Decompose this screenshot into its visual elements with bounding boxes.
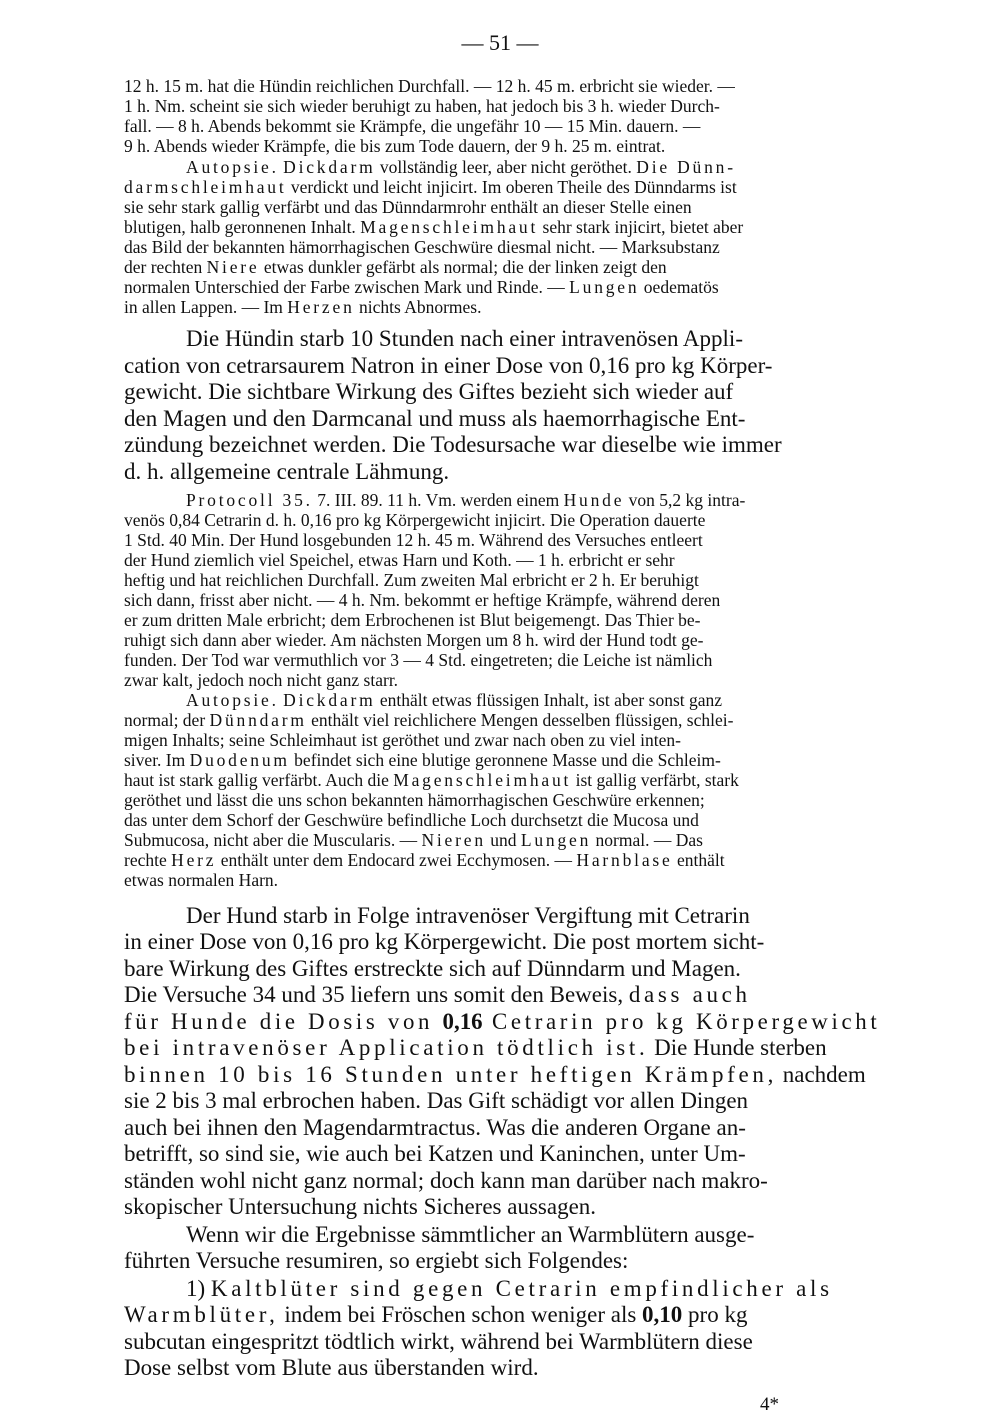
autopsy-label: Autopsie. — [186, 157, 279, 177]
text-line: in allen Lappen. — Im Herzen nichts Abnormes. — [124, 297, 482, 317]
organ-term: Magenschleimhaut — [360, 217, 539, 237]
text-line: blutigen, halb geronnenen Inhalt. Magenschleimhaut sehr stark injicirt, bietet aber — [124, 217, 744, 237]
autopsy-label: Autopsie. — [186, 690, 279, 710]
text-line: normal; der Dünndarm enthält viel reichlichere Mengen desselben flüssigen, schlei- — [124, 710, 734, 730]
organ-term: Die Dünn- — [636, 157, 736, 177]
protocol-label: Protocoll 35. — [186, 490, 313, 510]
text-line: Wenn wir die Ergebnisse sämmtlicher an Warmblütern ausge- — [186, 1222, 755, 1247]
text-line: den Magen und den Darmcanal und muss als haemorrhagische Ent- — [124, 406, 746, 431]
text-line: sie 2 bis 3 mal erbrochen haben. Das Gift schädigt vor allen Dingen — [124, 1088, 749, 1113]
text-line: in einer Dose von 0,16 pro kg Körpergewicht. Die post mortem sicht- — [124, 929, 765, 954]
organ-term: Duodenum — [189, 750, 290, 770]
emphasis-text: dass auch — [628, 982, 751, 1007]
text-line — [124, 1009, 881, 1035]
emphasis-text: bei intravenöser Application tödtlich ist. — [124, 1035, 649, 1060]
text-line: normalen Unterschied der Farbe zwischen Mark und Rinde. — Lungen oedematös — [124, 277, 719, 297]
emphasis-text: binnen 10 bis 16 Stunden unter heftigen Krämpfen, — [124, 1062, 777, 1087]
text-line: sich dann, frisst aber nicht. — 4 h. Nm. bekommt er heftige Krämpfe, während deren — [124, 590, 721, 610]
text-line: 1 Std. 40 Min. Der Hund losgebunden 12 h. 45 m. Während des Versuches entleert — [124, 530, 703, 550]
text-line: betrifft, so sind sie, wie auch bei Katzen und Kaninchen, unter Um- — [124, 1141, 746, 1166]
emphasis-text: Cetrarin pro kg Körpergewicht — [482, 1009, 881, 1034]
text-line: gewicht. Die sichtbare Wirkung des Giftes bezieht sich wieder auf — [124, 379, 734, 404]
text-line: venös 0,84 Cetrarin d. h. 0,16 pro kg Körpergewicht injicirt. Die Operation dauerte — [124, 510, 706, 530]
text-line: er zum dritten Male erbricht; dem Erbrochenen ist Blut beigemengt. Das Thier be- — [124, 610, 701, 630]
text-line: darmschleimhaut verdickt und leicht injicirt. Im oberen Theile des Dünndarms ist — [124, 177, 737, 197]
organ-term: Harnblase — [576, 850, 673, 870]
text-line: Protocoll 35. 7. III. 89. 11 h. Vm. werden einem Hunde von 5,2 kg intra- — [186, 490, 746, 510]
text-line: Dose selbst vom Blute aus überstanden wird. — [124, 1355, 539, 1380]
text-line: 1 h. Nm. scheint sie sich wieder beruhigt zu haben, hat jedoch bis 3 h. wieder Durch- — [124, 96, 720, 116]
text-line: Der Hund starb in Folge intravenöser Vergiftung mit Cetrarin — [186, 903, 750, 928]
text-line: 1) Kaltblüter sind gegen Cetrarin empfindlicher als — [186, 1276, 833, 1301]
text-line: Warmblüter, indem bei Fröschen schon weniger als 0,10 pro kg — [124, 1302, 748, 1327]
text-line: zwar kalt, jedoch noch nicht ganz starr. — [124, 670, 399, 690]
text-line: d. h. allgemeine centrale Lähmung. — [124, 459, 450, 484]
organ-term: Lungen — [520, 830, 592, 850]
emphasis-text: Kaltblüter sind gegen Cetrarin empfindlicher als — [210, 1276, 833, 1301]
organ-term: Dünndarm — [209, 710, 307, 730]
organ-term: Niere — [206, 257, 260, 277]
text-line: bare Wirkung des Giftes erstreckte sich auf Dünndarm und Magen. — [124, 956, 741, 981]
text-line: das Bild der bekannten hämorrhagischen Geschwüre diesmal nicht. — Marksubstanz — [124, 237, 720, 257]
text-line: führten Versuche resumiren, so ergiebt sich Folgendes: — [124, 1248, 629, 1273]
organ-term: Magenschleimhaut — [393, 770, 572, 790]
text-line: haut ist stark gallig verfärbt. Auch die Magenschleimhaut ist gallig verfärbt, stark — [124, 770, 739, 790]
dose-value: 0,10 — [642, 1302, 683, 1327]
organ-term: darmschleimhaut — [124, 177, 287, 197]
text-line: auch bei ihnen den Magendarmtractus. Was die anderen Organe an- — [124, 1115, 746, 1140]
organ-term: Hunde — [563, 490, 625, 510]
text-line: bei intravenöser Application tödtlich ist. Die Hunde sterben — [124, 1035, 827, 1060]
text-line: Autopsie. Dickdarm vollständig leer, aber nicht geröthet. Die Dünn- — [186, 157, 736, 177]
text-line: ständen wohl nicht ganz normal; doch kann man darüber nach makro- — [124, 1168, 768, 1193]
text-line: Die Versuche 34 und 35 liefern uns somit den Beweis, dass auch — [124, 982, 751, 1007]
text-line: das unter dem Schorf der Geschwüre befindliche Loch durchsetzt die Mucosa und — [124, 810, 699, 830]
text-line: funden. Der Tod war vermuthlich vor 3 — 4 Std. eingetreten; die Leiche ist nämlich — [124, 650, 713, 670]
text-line: cation von cetrarsaurem Natron in einer Dose von 0,16 pro kg Körper- — [124, 353, 773, 378]
text-line: rechte Herz enthält unter dem Endocard zwei Ecchymosen. — Harnblase enthält — [124, 850, 725, 870]
text-line: siver. Im Duodenum befindet sich eine blutige geronnene Masse und die Schleim- — [124, 750, 721, 770]
organ-term: Dickdarm — [283, 157, 376, 177]
organ-term: Nieren — [421, 830, 486, 850]
organ-term: Herz — [171, 850, 217, 870]
organ-term: Herzen — [287, 297, 355, 317]
dose-value: 0,16 — [442, 1009, 483, 1034]
text-line: Autopsie. Dickdarm enthält etwas flüssigen Inhalt, ist aber sonst ganz — [186, 690, 723, 710]
emphasis-text: für Hunde die Dosis von — [124, 1009, 443, 1034]
signature-mark: 4* — [760, 1394, 779, 1415]
text-line: 12 h. 15 m. hat die Hündin reichlichen Durchfall. — 12 h. 45 m. erbricht sie wieder. — — [124, 76, 735, 96]
text-line: der Hund ziemlich viel Speichel, etwas Harn und Koth. — 1 h. erbricht er sehr — [124, 550, 675, 570]
text-line: der rechten Niere etwas dunkler gefärbt als normal; die der linken zeigt den — [124, 257, 667, 277]
text-line: binnen 10 bis 16 Stunden unter heftigen Krämpfen, nachdem — [124, 1062, 866, 1087]
text-line: etwas normalen Harn. — [124, 870, 279, 890]
text-line: migen Inhalts; seine Schleimhaut ist geröthet und zwar nach oben zu viel inten- — [124, 730, 681, 750]
text-line: Submucosa, nicht aber die Muscularis. — Nieren und Lungen normal. — Das — [124, 830, 703, 850]
text-line: sie sehr stark gallig verfärbt und das Dünndarmrohr enthält an dieser Stelle einen — [124, 197, 692, 217]
text-line: geröthet und lässt die uns schon bekannten hämorrhagischen Geschwüre erkennen; — [124, 790, 705, 810]
text-line: ruhigt sich dann aber wieder. Am nächsten Morgen um 8 h. wird der Hund todt ge- — [124, 630, 704, 650]
text-line: skopischer Untersuchung nichts Sicheres aussagen. — [124, 1194, 597, 1219]
text-line: subcutan eingespritzt tödtlich wirkt, während bei Warmblütern diese — [124, 1329, 753, 1354]
page-number-header: — 51 — — [461, 30, 539, 55]
text-line: 9 h. Abends wieder Krämpfe, die bis zum Tode dauern, der 9 h. 25 m. eintrat. — [124, 136, 666, 156]
text-line: fall. — 8 h. Abends bekommt sie Krämpfe, die ungefähr 10 — 15 Min. dauern. — — [124, 116, 701, 136]
organ-term: Dickdarm — [283, 690, 376, 710]
text-line: zündung bezeichnet werden. Die Todesursache war dieselbe wie immer — [124, 432, 782, 457]
organ-term: Lungen — [569, 277, 640, 297]
text-line: Die Hündin starb 10 Stunden nach einer intravenösen Appli- — [186, 326, 743, 351]
emphasis-text: Warmblüter, — [124, 1302, 279, 1327]
text-line: heftig und hat reichlichen Durchfall. Zum zweiten Mal erbricht er 2 h. Er beruhigt — [124, 570, 699, 590]
